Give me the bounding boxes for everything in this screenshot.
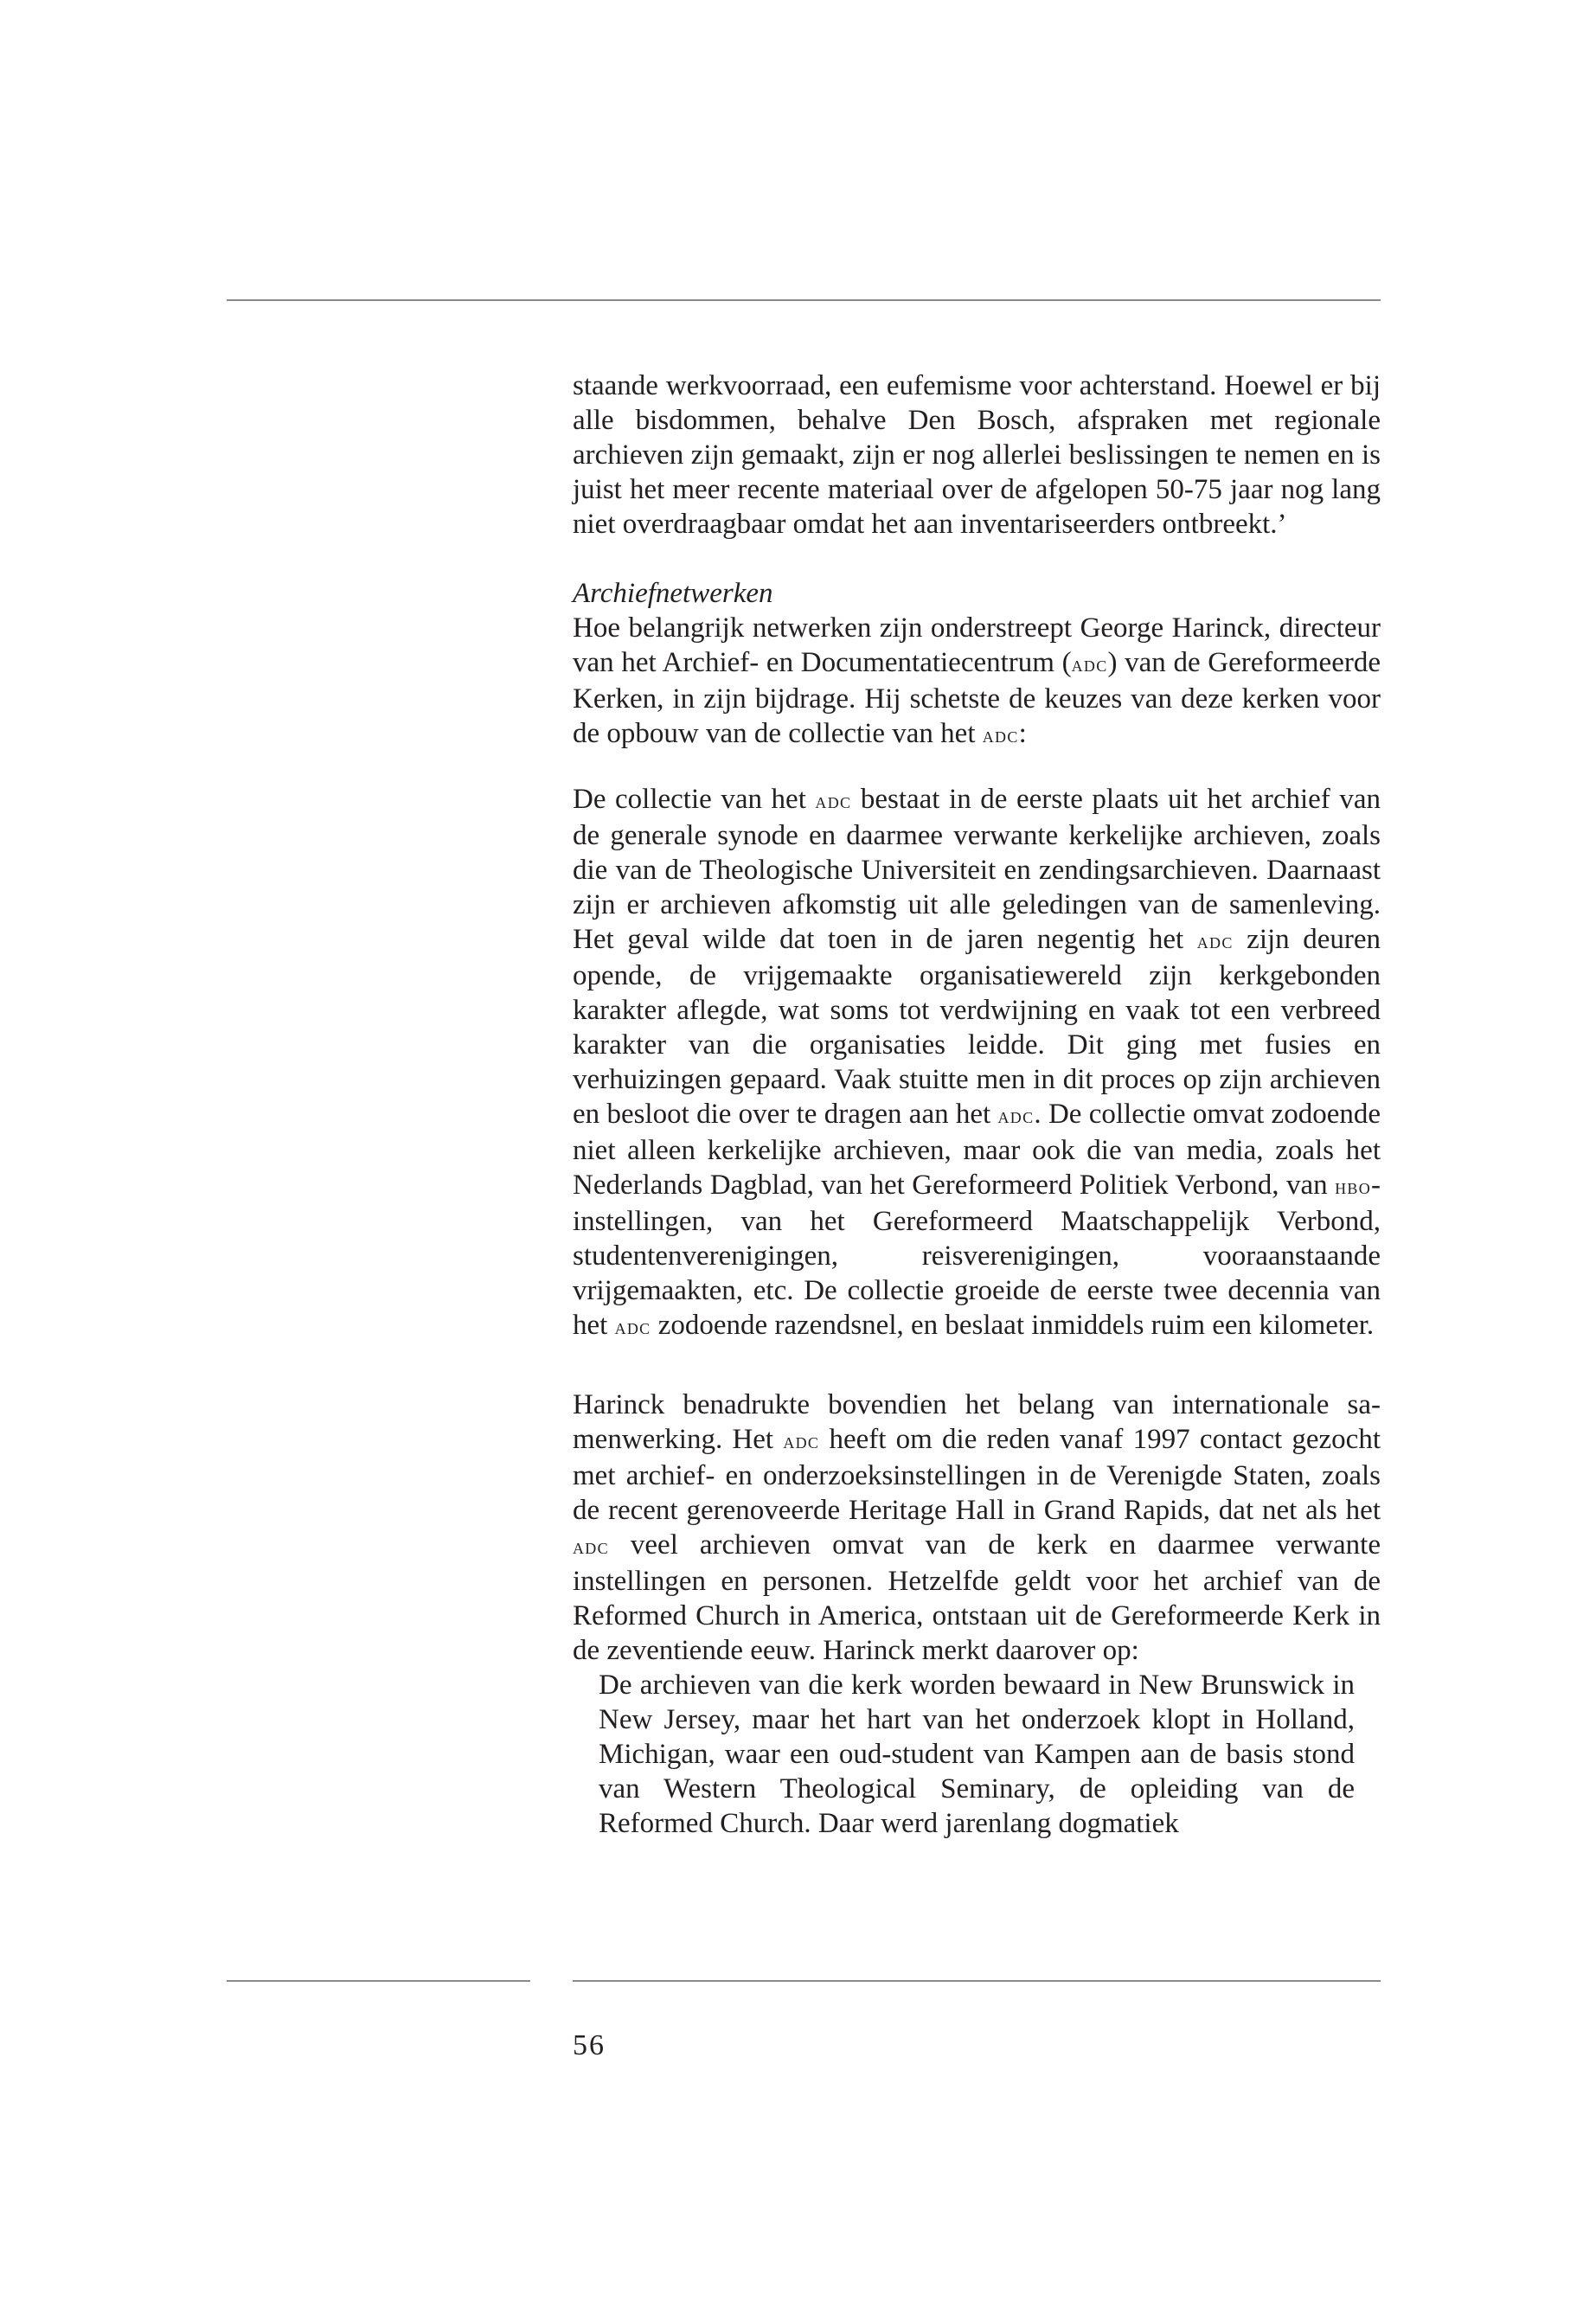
paragraph-adc-collection: De collectie van het adc bestaat in de eerste plaats uit het archief van de generale synode en daarmee verwante kerkelijke archieven, zoals die van de Theologische Universiteit en zendingsarchieven. Daarnaast zijn er archieven afkomstig uit alle geledingen van de samenleving. Het geval wilde dat toen in de jaren negentig het adc zijn deuren opende, de vrijgemaakte organisatiewereld zijn kerkgebonden karakter aflegde, wat soms tot verdwijning en vaak tot een verbreed karakter van die organisaties leidde. Dit ging met fusies en verhuizingen gepaard. Vaak stuitte men in dit proces op zijn archieven en besloot die over te dragen aan het adc. De collectie omvat zodoende niet alleen kerkelijke archieven, maar ook die van media, zoals het Nederlands Dagblad, van het Gereformeerd Politiek Verbond, van hbo-instellingen, van het Gereformeerd Maatschappelijk Verbond, studentenverenigingen, reisverenigingen, vooraanstaande vrijgemaakten, etc. De collectie groeide de eerste twee decennia van het adc zodoende razendsnel, en beslaat inmiddels ruim een kilometer. bbox=[573, 784, 1381, 1341]
paragraph-international: Harinck benadrukte bovendien het belang van internationale samenwerking. Het adc heeft om die reden vanaf 1997 contact gezocht met archief- en onderzoeksinstellingen in de Verenigde Staten, zoals de recent gerenoveerde Heritage Hall in Grand Rapids, dat net als het adc veel archieven omvat van de kerk en daarmee verwante instellingen en personen. Hetzelfde geldt voor het archief van de Reformed Church in America, ontstaan uit de Gereformeerde Kerk in de zeventiende eeuw. Harinck merkt daarover op: bbox=[573, 1389, 1381, 1666]
paragraph-continuation: staande werkvoorraad, een eufemisme voor achterstand. Hoewel er bij alle bisdommen, behalve Den Bosch, afspraken met regionale archieven zijn gemaakt, zijn er nog allerlei beslissingen te nemen en is juist het meer recente materiaal over de afgelopen 50-75 jaar nog lang niet overdraagbaar omdat het aan inventariseerders ontbreekt.’ bbox=[573, 370, 1381, 540]
page-number: 56 bbox=[573, 2029, 606, 2061]
footer-rule-left bbox=[227, 1980, 530, 1982]
block-quote: De archieven van die kerk worden bewaard in New Brunswick in New Jersey, maar het hart van het onderzoek klopt in Holland, Michigan, waar een oud-student van Kampen aan de basis stond van Western Theological Seminary, de opleiding van de Reformed Church. Daar werd jarenlang dogmatiek bbox=[599, 1670, 1355, 1839]
footer-rule-right bbox=[573, 1980, 1381, 1982]
main-text-column bbox=[573, 369, 1381, 1841]
header-rule bbox=[227, 299, 1381, 301]
paragraph-harinck-intro: Hoe belangrijk netwerken zijn onderstreept George Harinck, directeur van het Archief- en Documentatiecentrum (adc) van de Gereformeerde Kerken, in zijn bijdrage. Hij schetste de keuzes van deze kerken voor de opbouw van de collectie van het adc: bbox=[573, 612, 1381, 749]
section-heading: Archiefnetwerken bbox=[573, 578, 773, 609]
